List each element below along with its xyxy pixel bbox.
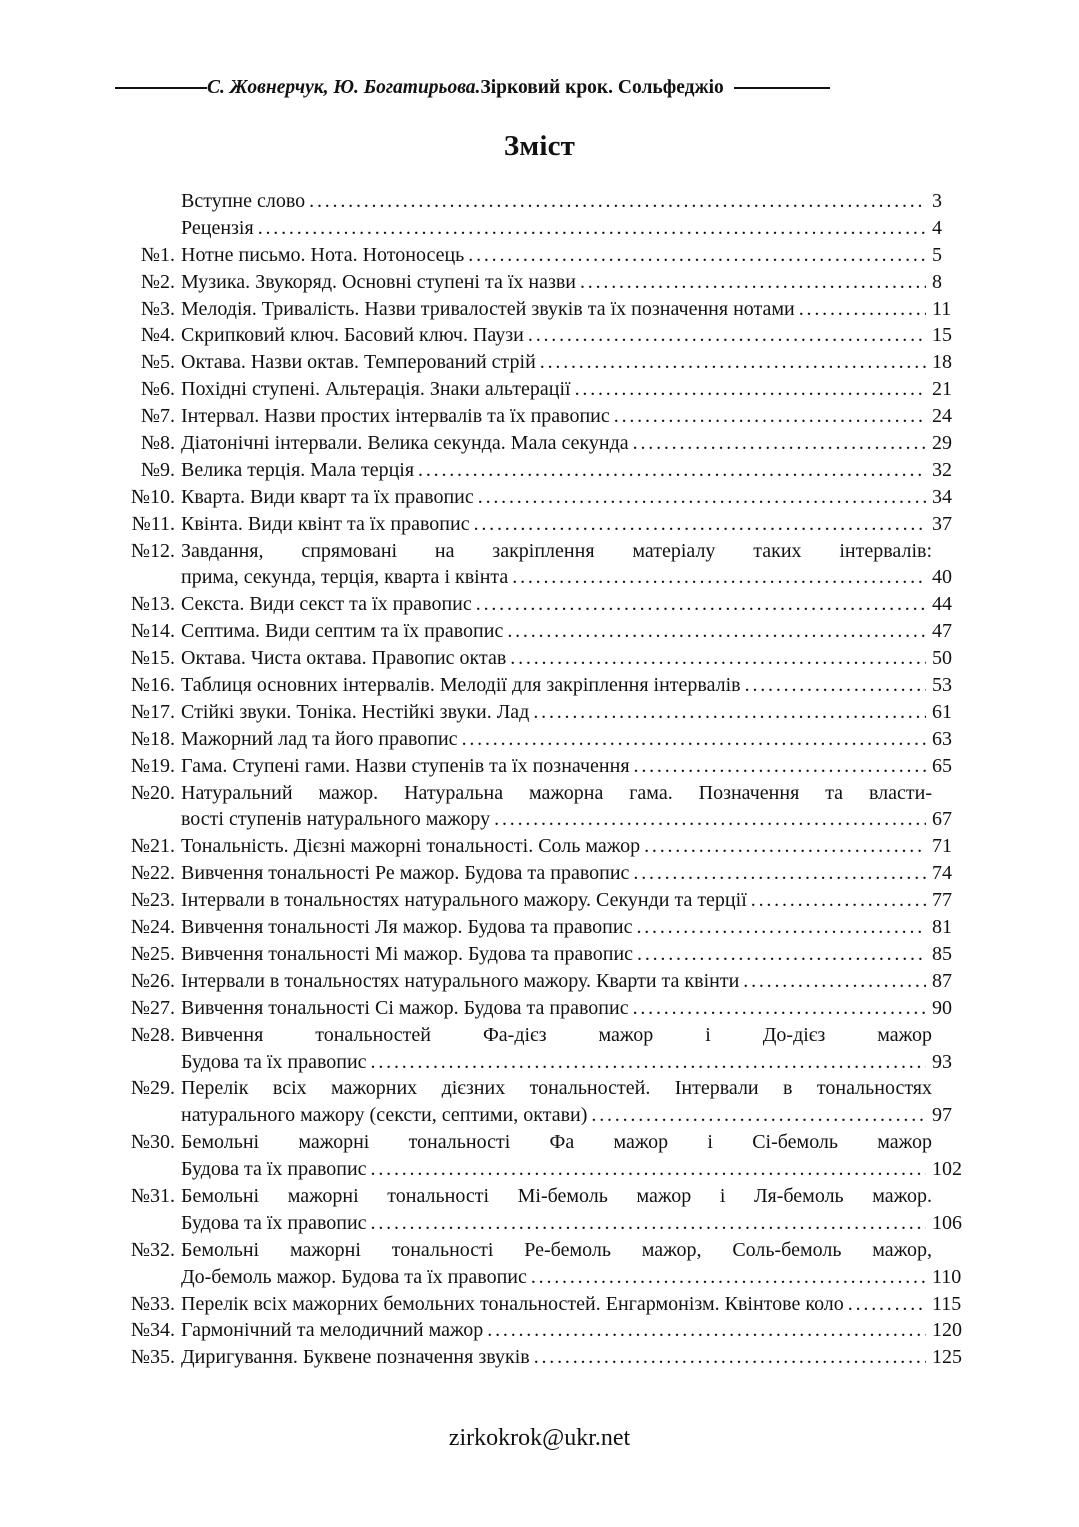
toc-entry bbox=[112, 887, 972, 914]
toc-entry-title: Кварта. Види кварт та їх правопис bbox=[181, 485, 474, 508]
toc-entry-title: Інтервали в тональностях натурального мажору. Кварти та квінти bbox=[181, 969, 740, 992]
toc-entry-number: №19. bbox=[130, 754, 175, 777]
dot-leader bbox=[580, 269, 926, 296]
toc-entry bbox=[112, 672, 972, 699]
toc-entry-number: №4. bbox=[140, 324, 175, 347]
toc-entry bbox=[112, 941, 972, 968]
toc-page-number: 50 bbox=[932, 647, 952, 670]
dot-leader bbox=[540, 349, 926, 376]
dot-leader bbox=[418, 457, 926, 484]
dot-leader bbox=[575, 376, 926, 403]
toc-entry-title: Перелік всіх мажорних бемольних тональностей. Енгармонізм. Квінтове коло bbox=[181, 1292, 844, 1315]
toc-entry-title: Скрипковий ключ. Басовий ключ. Паузи bbox=[181, 324, 524, 347]
toc-entry bbox=[112, 1075, 972, 1102]
toc-entry bbox=[112, 860, 972, 887]
toc-page-number: 15 bbox=[932, 324, 952, 347]
dot-leader bbox=[494, 806, 926, 833]
running-header bbox=[115, 74, 948, 102]
toc-entry-number: №6. bbox=[140, 378, 175, 401]
dot-leader bbox=[309, 188, 926, 215]
dot-leader bbox=[512, 564, 926, 591]
toc-entry-title: Натуральний мажор. Натуральна мажорна гама. Позначення та власти- bbox=[181, 781, 932, 804]
toc-page-number: 97 bbox=[932, 1104, 952, 1127]
toc-entry-title: Будова та їх правопис bbox=[181, 1158, 367, 1181]
dot-leader bbox=[371, 1156, 926, 1183]
toc-entry-number: №29. bbox=[130, 1077, 175, 1100]
toc-entry bbox=[112, 511, 972, 538]
toc-entry-number: №23. bbox=[130, 889, 175, 912]
toc-page-number: 47 bbox=[932, 620, 952, 643]
toc-entry-title: Будова та їх правопис bbox=[181, 1211, 367, 1234]
dot-leader bbox=[644, 833, 926, 860]
toc-page-number: 3 bbox=[932, 190, 942, 212]
toc-entry-continuation bbox=[112, 1102, 972, 1129]
toc-entry-title: Завдання, спрямовані на закріплення матеріалу таких інтервалів: bbox=[181, 539, 932, 562]
toc-entry bbox=[112, 618, 972, 645]
toc-page-number: 37 bbox=[932, 512, 952, 535]
toc-entry-title: натурального мажору (сексти, септими, октави) bbox=[181, 1104, 588, 1127]
toc-entry-title: Вивчення тональності Сі мажор. Будова та правопис bbox=[181, 996, 629, 1019]
toc-entry bbox=[112, 296, 972, 323]
toc-entry bbox=[112, 968, 972, 995]
toc-entry-title: прима, секунда, терція, кварта і квінта bbox=[181, 566, 509, 589]
toc-entry-title: До-бемоль мажор. Будова та їх правопис bbox=[181, 1265, 527, 1288]
toc-entry-number: №2. bbox=[140, 270, 175, 293]
dot-leader bbox=[533, 699, 926, 726]
toc-entry-title: Мелодія. Тривалість. Назви тривалостей звуків та їх позначення нотами bbox=[181, 297, 795, 320]
toc-entry bbox=[112, 995, 972, 1022]
toc-entry-continuation bbox=[112, 1210, 972, 1237]
toc-entry-number: №22. bbox=[130, 862, 175, 885]
toc-entry-number: №28. bbox=[130, 1023, 175, 1046]
toc-page-number: 102 bbox=[932, 1158, 962, 1181]
toc-page-number: 8 bbox=[932, 270, 942, 293]
dot-leader bbox=[528, 322, 926, 349]
toc-entry-number: №34. bbox=[130, 1319, 175, 1342]
dot-leader bbox=[636, 914, 926, 941]
toc-entry-title: Будова та їх правопис bbox=[181, 1050, 367, 1073]
toc-entry-continuation bbox=[112, 564, 972, 591]
toc-entry-title: Мажорний лад та його правопис bbox=[181, 727, 458, 750]
toc-page-number: 71 bbox=[932, 835, 952, 858]
toc-entry-title: Стійкі звуки. Тоніка. Нестійкі звуки. Лад bbox=[181, 700, 530, 723]
table-of-contents bbox=[112, 188, 972, 1371]
toc-page-number: 110 bbox=[932, 1265, 962, 1288]
toc-page-number: 106 bbox=[932, 1211, 962, 1234]
toc-entry bbox=[112, 1317, 972, 1344]
toc-entry-title: Похідні ступені. Альтерація. Знаки альтерації bbox=[181, 378, 571, 401]
toc-page-number: 18 bbox=[932, 351, 952, 374]
header-rule-right bbox=[734, 87, 830, 89]
toc-entry-title: Бемольні мажорні тональності Фа мажор і Сі-бемоль мажор bbox=[181, 1131, 932, 1154]
toc-entry-title: Нотне письмо. Нота. Нотоносець bbox=[181, 243, 465, 266]
toc-page-number: 24 bbox=[932, 405, 952, 428]
toc-page-number: 74 bbox=[932, 862, 952, 885]
toc-entry bbox=[112, 188, 972, 215]
toc-page-number: 29 bbox=[932, 432, 952, 455]
toc-page-number: 44 bbox=[932, 593, 952, 616]
toc-entry-continuation bbox=[112, 1264, 972, 1291]
toc-page-number: 63 bbox=[932, 727, 952, 750]
toc-entry-number: №15. bbox=[130, 647, 175, 670]
dot-leader bbox=[614, 403, 926, 430]
toc-page-number: 85 bbox=[932, 942, 952, 965]
toc-entry bbox=[112, 914, 972, 941]
dot-leader bbox=[258, 215, 926, 242]
dot-leader bbox=[799, 296, 926, 323]
toc-entry-title: Гама. Ступені гами. Назви ступенів та їх позначення bbox=[181, 754, 630, 777]
toc-entry-title: Вивчення тональностей Фа-дієз мажор і До-дієз мажор bbox=[181, 1023, 932, 1046]
toc-entry bbox=[112, 780, 972, 807]
dot-leader bbox=[371, 1210, 926, 1237]
toc-entry-number: №12. bbox=[130, 539, 175, 562]
toc-entry-title: вості ступенів натурального мажору bbox=[181, 808, 491, 831]
toc-page-number: 81 bbox=[932, 916, 952, 939]
header-authors: С. Жовнерчук, Ю. Богатирьова. bbox=[207, 77, 481, 98]
toc-page-number: 93 bbox=[932, 1050, 952, 1073]
toc-page-number: 21 bbox=[932, 378, 952, 401]
toc-entry-title: Септима. Види септим та їх правопис bbox=[181, 620, 504, 643]
toc-page-number: 32 bbox=[932, 458, 952, 481]
dot-leader bbox=[637, 941, 926, 968]
toc-entry-number: №16. bbox=[130, 674, 175, 697]
dot-leader bbox=[743, 968, 926, 995]
toc-entry-title: Діатонічні інтервали. Велика секунда. Мала секунда bbox=[181, 432, 629, 455]
toc-entry-title: Інтервали в тональностях натурального мажору. Секунди та терції bbox=[181, 889, 747, 912]
toc-entry-number: №8. bbox=[140, 432, 175, 455]
toc-entry-title: Октава. Чиста октава. Правопис октав bbox=[181, 647, 507, 670]
toc-entry-title: Вступне слово bbox=[181, 190, 306, 212]
toc-entry-title: Музика. Звукоряд. Основні ступені та їх назви bbox=[181, 270, 576, 293]
toc-entry-title: Диригування. Буквене позначення звуків bbox=[181, 1346, 530, 1369]
toc-entry bbox=[112, 430, 972, 457]
toc-entry-number: №21. bbox=[130, 835, 175, 858]
toc-entry-number: №24. bbox=[130, 916, 175, 939]
toc-entry bbox=[112, 699, 972, 726]
toc-entry-number: №18. bbox=[130, 727, 175, 750]
toc-entry bbox=[112, 457, 972, 484]
toc-page-number: 11 bbox=[932, 297, 952, 320]
toc-page-number: 120 bbox=[932, 1319, 962, 1342]
toc-entry bbox=[112, 591, 972, 618]
dot-leader bbox=[633, 430, 926, 457]
header-rule-left bbox=[115, 87, 207, 89]
toc-entry bbox=[112, 833, 972, 860]
dot-leader bbox=[507, 618, 926, 645]
toc-entry-title: Бемольні мажорні тональності Мі-бемоль мажор і Ля-бемоль мажор. bbox=[181, 1184, 932, 1207]
toc-entry-number: №13. bbox=[130, 593, 175, 616]
dot-leader bbox=[591, 1102, 926, 1129]
toc-entry-title: Таблиця основних інтервалів. Мелодії для закріплення інтервалів bbox=[181, 674, 741, 697]
toc-entry-title: Октава. Назви октав. Темперований стрій bbox=[181, 351, 536, 374]
toc-entry-number: №11. bbox=[131, 512, 175, 535]
toc-entry bbox=[112, 1237, 972, 1264]
toc-entry-title: Тональність. Дієзні мажорні тональності. Соль мажор bbox=[181, 835, 641, 858]
toc-entry bbox=[112, 215, 972, 242]
toc-page-number: 90 bbox=[932, 996, 952, 1019]
toc-entry-title: Вивчення тональності Ля мажор. Будова та правопис bbox=[181, 916, 633, 939]
toc-entry-title: Квінта. Види квінт та їх правопис bbox=[181, 512, 470, 535]
toc-entry-title: Гармонічний та мелодичний мажор bbox=[181, 1319, 484, 1342]
dot-leader bbox=[633, 860, 926, 887]
toc-entry-number: №17. bbox=[130, 700, 175, 723]
toc-page-number: 87 bbox=[932, 969, 952, 992]
toc-entry-number: №7. bbox=[140, 405, 175, 428]
toc-entry bbox=[112, 322, 972, 349]
toc-entry-number: №33. bbox=[130, 1292, 175, 1315]
dot-leader bbox=[848, 1291, 926, 1318]
toc-entry-number: №14. bbox=[130, 620, 175, 643]
toc-entry bbox=[112, 269, 972, 296]
page-title: Зміст bbox=[503, 130, 576, 162]
toc-page-number: 4 bbox=[932, 216, 942, 239]
toc-entry bbox=[112, 484, 972, 511]
dot-leader bbox=[462, 726, 926, 753]
toc-entry-number: №35. bbox=[130, 1346, 175, 1369]
toc-entry-title: Рецензія bbox=[181, 216, 254, 239]
toc-page-number: 5 bbox=[932, 243, 942, 266]
dot-leader bbox=[745, 672, 926, 699]
dot-leader bbox=[534, 1344, 926, 1371]
toc-entry-number: №25. bbox=[130, 942, 175, 965]
toc-page-number: 61 bbox=[932, 700, 952, 723]
toc-page-number: 115 bbox=[932, 1292, 962, 1315]
toc-entry bbox=[112, 1129, 972, 1156]
toc-entry-continuation bbox=[112, 1049, 972, 1076]
toc-entry-number: №10. bbox=[130, 485, 175, 508]
toc-entry-continuation bbox=[112, 806, 972, 833]
dot-leader bbox=[468, 242, 926, 269]
toc-entry-number: №30. bbox=[130, 1131, 175, 1154]
toc-entry-title: Вивчення тональності Ре мажор. Будова та правопис bbox=[181, 862, 630, 885]
toc-entry bbox=[112, 726, 972, 753]
footer-email: zirkokrok@ukr.net bbox=[448, 1425, 631, 1451]
toc-entry-number: №26. bbox=[130, 969, 175, 992]
toc-page-number: 67 bbox=[932, 808, 952, 831]
toc-entry-title: Вивчення тональності Мі мажор. Будова та правопис bbox=[181, 942, 634, 965]
dot-leader bbox=[487, 1317, 926, 1344]
toc-entry-title: Перелік всіх мажорних дієзних тональностей. Інтервали в тональностях bbox=[181, 1077, 932, 1100]
toc-entry-number: №20. bbox=[130, 781, 175, 804]
toc-entry-number: №31. bbox=[130, 1184, 175, 1207]
dot-leader bbox=[371, 1049, 926, 1076]
toc-entry bbox=[112, 403, 972, 430]
toc-entry-number: №32. bbox=[130, 1238, 175, 1261]
toc-entry-number: №27. bbox=[130, 996, 175, 1019]
toc-entry bbox=[112, 1344, 972, 1371]
toc-page-number: 125 bbox=[932, 1346, 962, 1369]
toc-entry-number: №5. bbox=[140, 351, 175, 374]
header-book-title: Зірковий крок. Сольфеджіо bbox=[480, 77, 724, 98]
toc-entry-title: Інтервал. Назви простих інтервалів та їх правопис bbox=[181, 405, 610, 428]
dot-leader bbox=[531, 1264, 926, 1291]
dot-leader bbox=[633, 995, 926, 1022]
toc-entry bbox=[112, 242, 972, 269]
dot-leader bbox=[510, 645, 926, 672]
dot-leader bbox=[751, 887, 926, 914]
dot-leader bbox=[634, 753, 926, 780]
toc-page-number: 77 bbox=[932, 889, 952, 912]
toc-entry-title: Секста. Види секст та їх правопис bbox=[181, 593, 472, 616]
toc-entry-title: Велика терція. Мала терція bbox=[181, 458, 415, 481]
toc-entry bbox=[112, 1183, 972, 1210]
toc-entry bbox=[112, 753, 972, 780]
toc-page-number: 34 bbox=[932, 485, 952, 508]
toc-page-number: 53 bbox=[932, 674, 952, 697]
toc-page-number: 65 bbox=[932, 754, 952, 777]
dot-leader bbox=[474, 511, 926, 538]
toc-entry bbox=[112, 645, 972, 672]
toc-entry bbox=[112, 1291, 972, 1318]
toc-page-number: 40 bbox=[932, 566, 952, 589]
toc-entry-number: №3. bbox=[140, 297, 175, 320]
toc-entry bbox=[112, 376, 972, 403]
toc-entry bbox=[112, 1022, 972, 1049]
toc-entry-continuation bbox=[112, 1156, 972, 1183]
toc-entry-number: №9. bbox=[140, 458, 175, 481]
toc-entry-title: Бемольні мажорні тональності Ре-бемоль мажор, Соль-бемоль мажор, bbox=[181, 1238, 932, 1261]
toc-entry bbox=[112, 538, 972, 565]
dot-leader bbox=[478, 484, 926, 511]
toc-entry-number: №1. bbox=[140, 243, 175, 266]
toc-entry bbox=[112, 349, 972, 376]
dot-leader bbox=[476, 591, 926, 618]
